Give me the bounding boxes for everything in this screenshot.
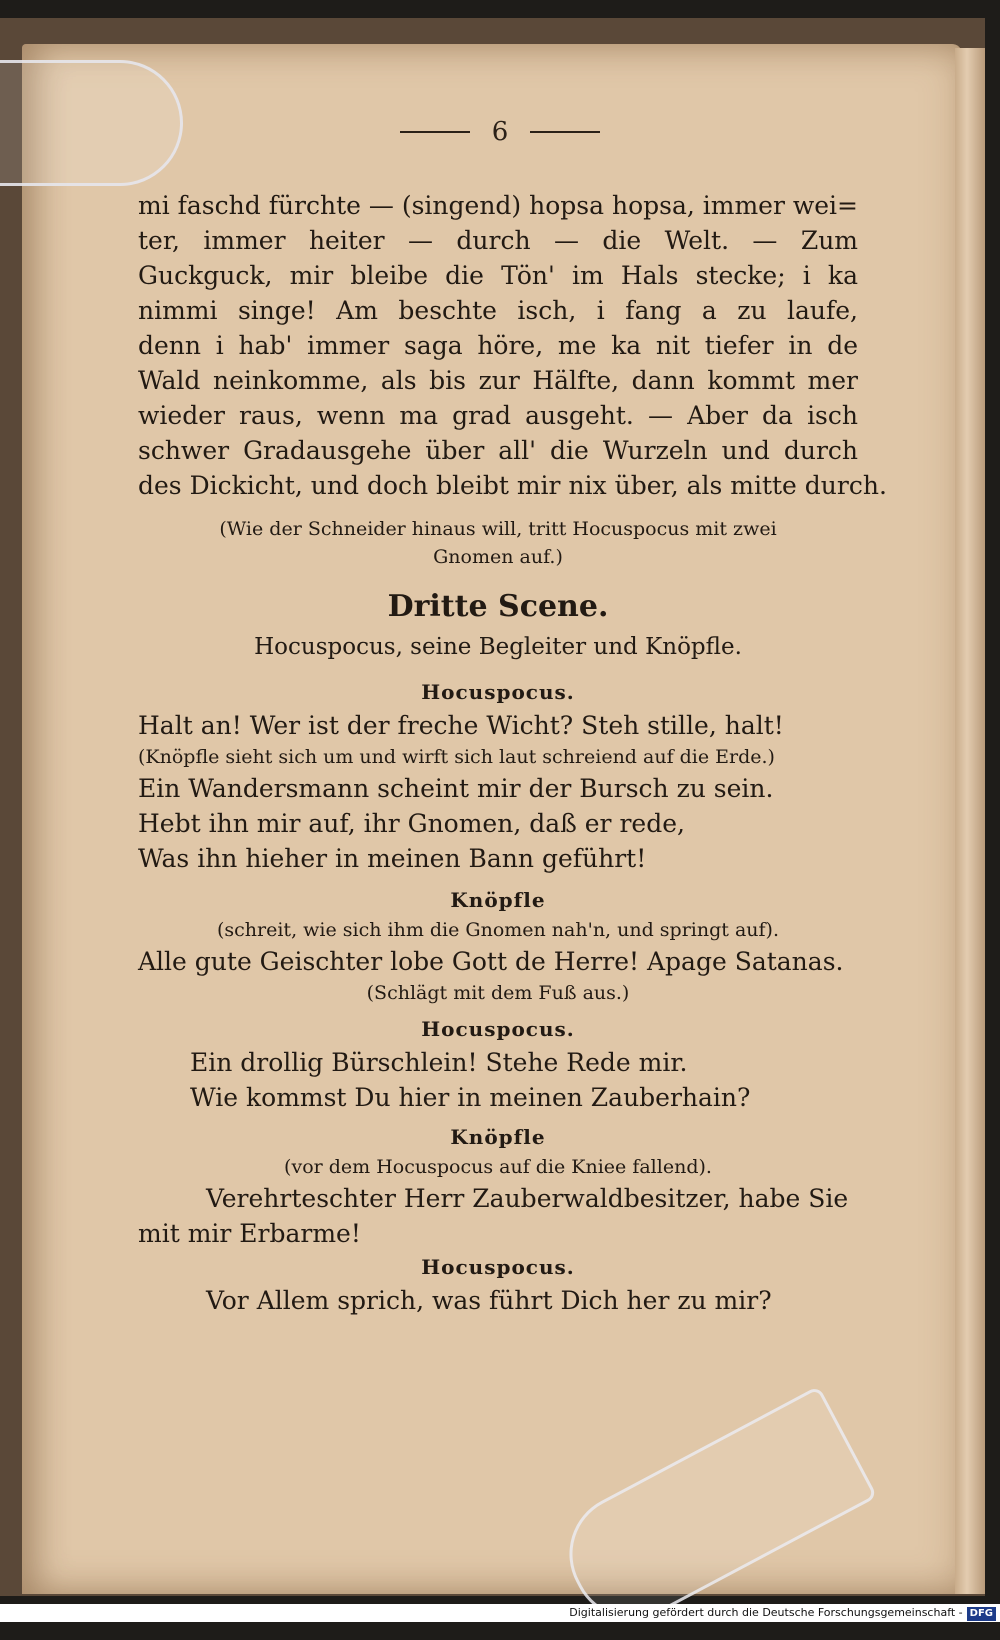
scene-subtitle: Hocuspocus, seine Begleiter und Knöpfle. xyxy=(254,634,742,660)
verse-line: Wie kommst Du hier in meinen Zauberhain? xyxy=(190,1083,751,1112)
prose-line: Guckguck, mir bleibe die Tön' im Hals stecke; i ka xyxy=(138,261,858,290)
speaker-name: Hocuspocus. xyxy=(421,1017,575,1041)
verse-line: Halt an! Wer ist der freche Wicht? Steh stille, halt! xyxy=(138,711,784,740)
digitization-footer xyxy=(0,1604,1000,1622)
stage-direction-entry xyxy=(138,515,858,571)
speaker-name: Hocuspocus. xyxy=(421,680,575,704)
verse-line: mit mir Erbarme! xyxy=(138,1219,361,1248)
stage-direction: (vor dem Hocuspocus auf die Kniee fallend). xyxy=(284,1156,712,1178)
header-rule-right xyxy=(530,131,600,133)
speaker-name: Hocuspocus. xyxy=(421,1255,575,1279)
stage-line: Gnomen auf.) xyxy=(433,546,563,568)
stage-direction: (Knöpfle sieht sich um und wirft sich laut schreiend auf die Erde.) xyxy=(138,746,775,768)
verse-line: Hebt ihn mir auf, ihr Gnomen, daß er rede, xyxy=(138,809,685,838)
dialogue-block xyxy=(138,676,858,1318)
prose-line: Wald neinkomme, als bis zur Hälfte, dann kommt mer xyxy=(138,366,858,395)
header-rule-left xyxy=(400,131,470,133)
prose-line: des Dickicht, und doch bleibt mir nix über, als mitte durch. xyxy=(138,471,887,500)
verse-line: Alle gute Geischter lobe Gott de Herre! Apage Satanas. xyxy=(138,947,844,976)
speaker-name: Knöpfle xyxy=(450,1125,546,1149)
stage-direction: (Schlägt mit dem Fuß aus.) xyxy=(366,982,630,1004)
verse-line: Vor Allem sprich, was führt Dich her zu mir? xyxy=(206,1286,772,1315)
page-header xyxy=(380,112,620,152)
prose-line: denn i hab' immer saga höre, me ka nit tiefer in de xyxy=(138,331,858,360)
prose-line: ter, immer heiter — durch — die Welt. — Zum xyxy=(138,226,858,255)
stage-direction: (schreit, wie sich ihm die Gnomen nah'n, und springt auf). xyxy=(216,919,780,941)
prose-line: mi faschd fürchte — (singend) hopsa hopsa, immer wei= xyxy=(138,191,858,220)
verse-line: Was ihn hieher in meinen Bann geführt! xyxy=(138,844,647,873)
prose-block xyxy=(138,188,887,503)
prose-line: nimmi singe! Am beschte isch, i fang a zu laufe, xyxy=(138,296,858,325)
page-clip-top xyxy=(0,60,183,186)
page-number: 6 xyxy=(491,117,509,147)
speaker-name: Knöpfle xyxy=(450,888,546,912)
prose-line: schwer Gradausgehe über all' die Wurzeln und durch xyxy=(138,436,858,465)
verse-line: Verehrteschter Herr Zauberwaldbesitzer, habe Sie xyxy=(206,1184,849,1213)
footer-credit: Digitalisierung gefördert durch die Deutsche Forschungsgemeinschaft - xyxy=(569,1606,963,1619)
scene-title: Dritte Scene. xyxy=(387,589,609,624)
stage-line: (Wie der Schneider hinaus will, tritt Hocuspocus mit zwei xyxy=(219,518,777,540)
prose-line: wieder raus, wenn ma grad ausgeht. — Aber da isch xyxy=(138,401,858,430)
scene-heading xyxy=(138,585,858,665)
verse-line: Ein Wandersmann scheint mir der Bursch zu sein. xyxy=(138,774,774,803)
page-stack-edge xyxy=(955,48,985,1594)
dfg-logo: DFG xyxy=(967,1607,996,1621)
verse-line: Ein drollig Bürschlein! Stehe Rede mir. xyxy=(190,1048,688,1077)
